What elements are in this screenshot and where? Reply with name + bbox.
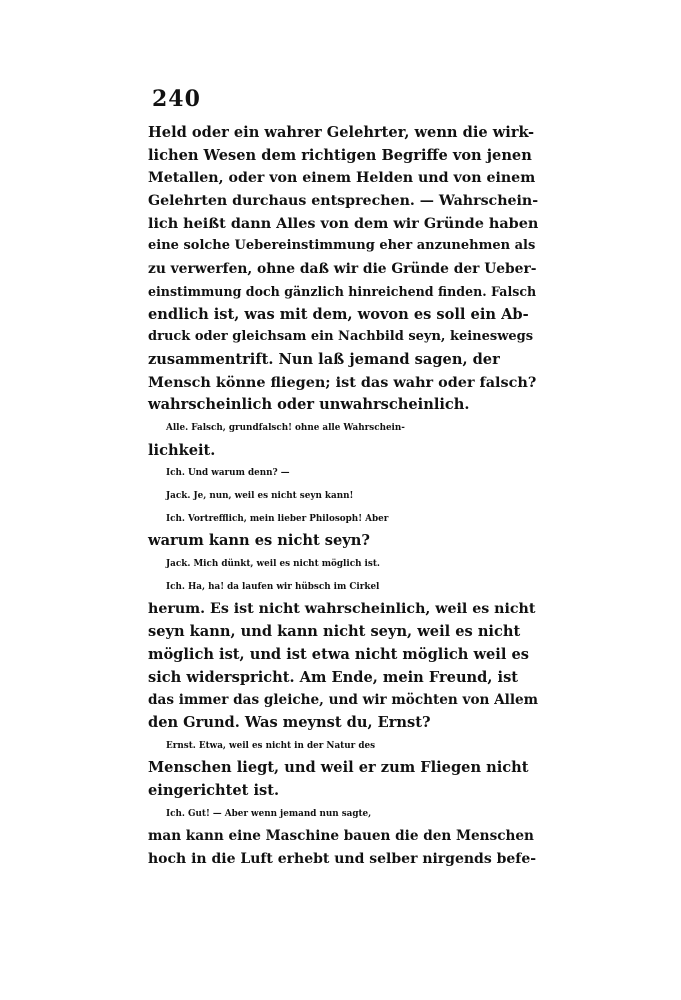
page-number: 240 <box>152 86 201 112</box>
text-line: Metallen, oder von einem Helden und von einem <box>148 170 536 187</box>
text-line: eine solche Uebereinstimmung eher anzunehmen als <box>148 238 536 254</box>
text-line: Ernst. Etwa, weil es nicht in der Natur des <box>166 740 376 751</box>
text-line: sich widerspricht. Am Ende, mein Freund, ist <box>148 668 519 686</box>
text-line: endlich ist, was mit dem, wovon es soll ein Ab- <box>148 305 529 323</box>
text-line: seyn kann, und kann nicht seyn, weil es nicht <box>148 623 521 641</box>
text-line: Held oder ein wahrer Gelehrter, wenn die wirk- <box>148 124 535 141</box>
text-line: herum. Es ist nicht wahrscheinlich, weil es nicht <box>148 601 536 618</box>
text-line: hoch in die Luft erhebt und selber nirgends befe- <box>148 851 537 867</box>
text-line: Menschen liegt, und weil er zum Fliegen nicht <box>148 759 529 777</box>
text-line: zusammentrift. Nun laß jemand sagen, der <box>148 350 500 368</box>
text-line: Ich. Gut! — Aber wenn jemand nun sagte, <box>166 808 372 819</box>
text-line: zu verwerfen, ohne daß wir die Gründe der Ueber- <box>148 261 537 278</box>
text-line: druck oder gleichsam ein Nachbild seyn, keineswegs <box>148 329 534 345</box>
text-line: man kann eine Maschine bauen die den Menschen <box>148 828 534 845</box>
text-line: Alle. Falsch, grundfalsch! ohne alle Wahrschein- <box>166 422 405 433</box>
text-line: das immer das gleiche, und wir möchten von Allem <box>148 692 539 709</box>
text-line: lich heißt dann Alles von dem wir Gründe haben <box>148 214 539 232</box>
text-line: Jack. Mich dünkt, weil es nicht möglich ist. <box>166 559 380 570</box>
text-line: lichkeit. <box>148 441 216 459</box>
text-line: warum kann es nicht seyn? <box>148 532 370 550</box>
body-text <box>148 122 538 871</box>
text-line: möglich ist, und ist etwa nicht möglich weil es <box>148 645 529 663</box>
text-line: lichen Wesen dem richtigen Begriffe von jenen <box>148 146 532 164</box>
text-line: den Grund. Was meynst du, Ernst? <box>148 713 431 731</box>
text-line: eingerichtet ist. <box>148 781 280 799</box>
text-line: Ich. Ha, ha! da laufen wir hübsch im Cirkel <box>166 581 380 592</box>
text-line: Gelehrten durchaus entsprechen. — Wahrschein- <box>148 193 539 210</box>
text-line: Ich. Vortrefflich, mein lieber Philosoph! Aber <box>166 513 389 524</box>
text-line: einstimmung doch gänzlich hinreichend finden. Falsch <box>148 283 537 299</box>
text-line: Jack. Je, nun, weil es nicht seyn kann! <box>166 491 354 501</box>
text-line: wahrscheinlich oder unwahrscheinlich. <box>148 396 470 414</box>
text-line: Ich. Und warum denn? — <box>166 468 290 479</box>
text-line: Mensch könne fliegen; ist das wahr oder falsch? <box>148 373 537 391</box>
